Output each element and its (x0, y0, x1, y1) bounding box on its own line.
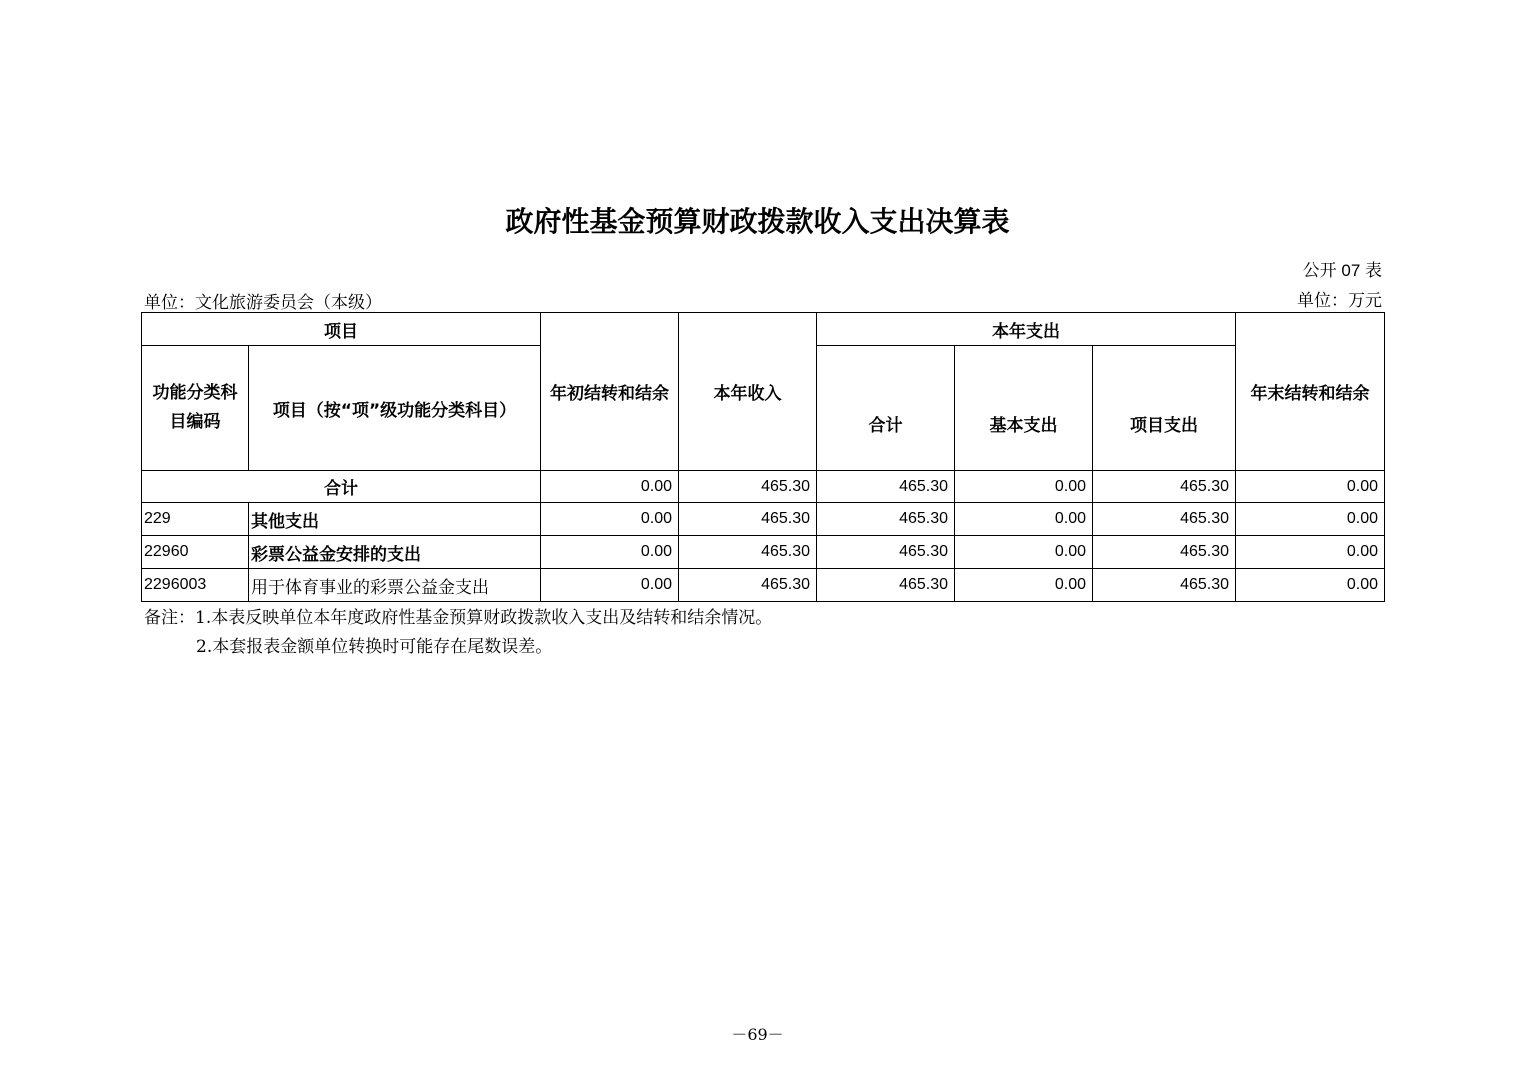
header-project-name: 项目（按“项”级功能分类科目） (249, 346, 541, 471)
table-row (142, 503, 1385, 536)
page-title: 政府性基金预算财政拨款收入支出决算表 (505, 205, 1010, 238)
row-name: 用于体育事业的彩票公益金支出 (249, 569, 541, 602)
row-opening-balance: 0.00 (541, 503, 679, 536)
row-expense-total: 465.30 (817, 536, 955, 569)
row-code: 229 (142, 503, 249, 536)
row-expense-total: 465.30 (817, 569, 955, 602)
header-expense-total: 合计 (817, 346, 955, 471)
notes (144, 604, 772, 662)
row-expense-total: 465.30 (817, 503, 955, 536)
row-basic-expense: 0.00 (955, 569, 1093, 602)
page-number: －69－ (731, 1025, 784, 1044)
unit-currency: 单位：万元 (1297, 291, 1382, 311)
row-closing-balance: 0.00 (1236, 536, 1385, 569)
table-row (142, 569, 1385, 602)
row-project-expense: 465.30 (1093, 503, 1236, 536)
budget-table (141, 312, 1385, 602)
header-func-code: 功能分类科目编码 (142, 346, 249, 471)
row-current-income: 465.30 (679, 536, 817, 569)
row-code: 22960 (142, 536, 249, 569)
row-code: 2296003 (142, 569, 249, 602)
header-opening-balance: 年初结转和结余 (541, 313, 679, 471)
row-current-income: 465.30 (679, 503, 817, 536)
unit-organization: 单位：文化旅游委员会（本级） (144, 293, 382, 313)
row-project-expense: 465.30 (1093, 536, 1236, 569)
row-current-income: 465.30 (679, 569, 817, 602)
row-name: 其他支出 (249, 503, 541, 536)
note-2: 2.本套报表金额单位转换时可能存在尾数误差。 (196, 637, 553, 657)
total-current-income: 465.30 (679, 471, 817, 503)
total-row (142, 471, 1385, 503)
total-closing-balance: 0.00 (1236, 471, 1385, 503)
header-row-1 (142, 313, 1385, 346)
row-name: 彩票公益金安排的支出 (249, 536, 541, 569)
header-current-expense: 本年支出 (817, 313, 1236, 346)
header-closing-balance: 年末结转和结余 (1236, 313, 1385, 471)
total-label: 合计 (142, 471, 541, 503)
total-project-expense: 465.30 (1093, 471, 1236, 503)
header-current-income: 本年收入 (679, 313, 817, 471)
table-row (142, 536, 1385, 569)
row-opening-balance: 0.00 (541, 536, 679, 569)
table-code: 公开 07 表 (1302, 261, 1382, 280)
row-opening-balance: 0.00 (541, 569, 679, 602)
note-1: 备注：1.本表反映单位本年度政府性基金预算财政拨款收入支出及结转和结余情况。 (144, 608, 773, 628)
header-project-expense: 项目支出 (1093, 346, 1236, 471)
row-closing-balance: 0.00 (1236, 503, 1385, 536)
total-expense-total: 465.30 (817, 471, 955, 503)
row-basic-expense: 0.00 (955, 503, 1093, 536)
header-project: 项目 (142, 313, 541, 346)
row-project-expense: 465.30 (1093, 569, 1236, 602)
total-basic-expense: 0.00 (955, 471, 1093, 503)
total-opening-balance: 0.00 (541, 471, 679, 503)
row-basic-expense: 0.00 (955, 536, 1093, 569)
row-closing-balance: 0.00 (1236, 569, 1385, 602)
header-basic-expense: 基本支出 (955, 346, 1093, 471)
